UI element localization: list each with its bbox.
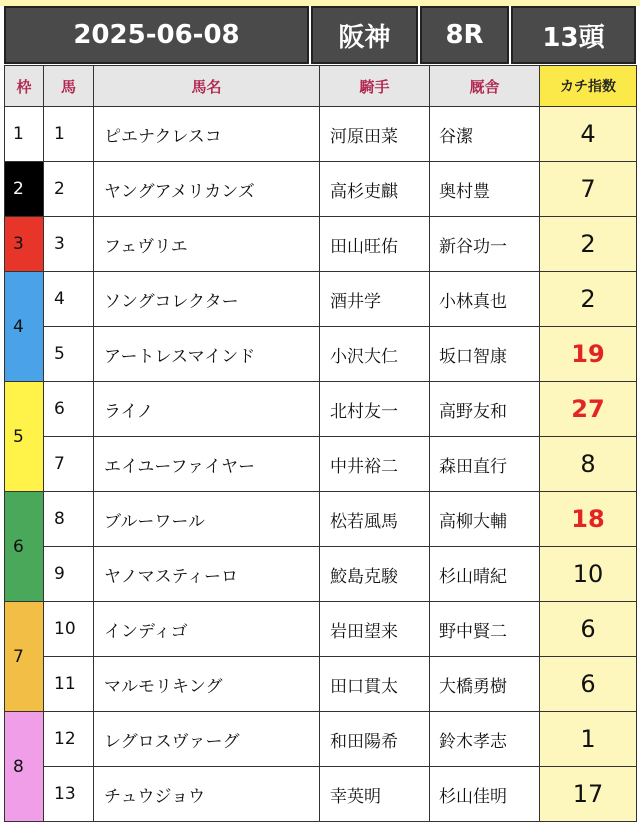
table-row[interactable]: [5, 492, 637, 547]
col-header-waku: 枠: [5, 66, 44, 107]
horse-number-cell: 12: [44, 712, 94, 767]
jockey-cell: 田山旺佑: [320, 217, 430, 272]
trainer-cell: 杉山佳明: [430, 767, 540, 822]
table-row[interactable]: [5, 437, 637, 492]
horse-name-cell: ライノ: [94, 382, 320, 437]
trainer-cell: 野中賢二: [430, 602, 540, 657]
trainer-cell: 小林真也: [430, 272, 540, 327]
trainer-cell: 森田直行: [430, 437, 540, 492]
horse-name-cell: フェヴリエ: [94, 217, 320, 272]
trainer-cell: 新谷功一: [430, 217, 540, 272]
waku-cell: 4: [5, 272, 44, 382]
runner-count: 13頭: [511, 6, 636, 64]
trainer-cell: 高柳大輔: [430, 492, 540, 547]
horse-number-cell: 1: [44, 107, 94, 162]
table-row[interactable]: [5, 657, 637, 712]
kachi-index-cell: 6: [540, 602, 637, 657]
horse-number-cell: 7: [44, 437, 94, 492]
table-row[interactable]: [5, 712, 637, 767]
horse-number-cell: 2: [44, 162, 94, 217]
waku-cell: 3: [5, 217, 44, 272]
col-header-kachi: カチ指数: [540, 66, 637, 107]
waku-cell: 2: [5, 162, 44, 217]
trainer-cell: 高野友和: [430, 382, 540, 437]
horse-number-cell: 4: [44, 272, 94, 327]
waku-cell: 7: [5, 602, 44, 712]
horse-name-cell: ブルーワール: [94, 492, 320, 547]
jockey-cell: 鮫島克駿: [320, 547, 430, 602]
horse-name-cell: ピエナクレスコ: [94, 107, 320, 162]
jockey-cell: 田口貫太: [320, 657, 430, 712]
table-row[interactable]: [5, 547, 637, 602]
table-row[interactable]: [5, 602, 637, 657]
jockey-cell: 和田陽希: [320, 712, 430, 767]
kachi-index-cell: 4: [540, 107, 637, 162]
horse-number-cell: 8: [44, 492, 94, 547]
trainer-cell: 谷潔: [430, 107, 540, 162]
table-row[interactable]: [5, 767, 637, 822]
kachi-index-cell: 18: [540, 492, 637, 547]
table-row[interactable]: [5, 272, 637, 327]
horse-number-cell: 10: [44, 602, 94, 657]
horse-name-cell: ヤノマスティーロ: [94, 547, 320, 602]
col-header-trainer: 厩舎: [430, 66, 540, 107]
table-row[interactable]: [5, 162, 637, 217]
trainer-cell: 大橋勇樹: [430, 657, 540, 712]
jockey-cell: 松若風馬: [320, 492, 430, 547]
horse-name-cell: ソングコレクター: [94, 272, 320, 327]
kachi-index-cell: 2: [540, 217, 637, 272]
horse-name-cell: アートレスマインド: [94, 327, 320, 382]
race-date: 2025-06-08: [4, 6, 309, 64]
jockey-cell: 中井裕二: [320, 437, 430, 492]
table-row[interactable]: [5, 382, 637, 437]
kachi-index-cell: 7: [540, 162, 637, 217]
waku-cell: 6: [5, 492, 44, 602]
trainer-cell: 鈴木孝志: [430, 712, 540, 767]
horse-name-cell: チュウジョウ: [94, 767, 320, 822]
kachi-index-cell: 19: [540, 327, 637, 382]
horse-number-cell: 6: [44, 382, 94, 437]
horse-number-cell: 3: [44, 217, 94, 272]
table-row[interactable]: [5, 327, 637, 382]
race-venue: 阪神: [311, 6, 418, 64]
race-number: 8R: [420, 6, 509, 64]
horse-number-cell: 11: [44, 657, 94, 712]
kachi-index-cell: 10: [540, 547, 637, 602]
table-body: [5, 107, 637, 822]
trainer-cell: 奥村豊: [430, 162, 540, 217]
jockey-cell: 高杉吏麒: [320, 162, 430, 217]
race-header: [4, 6, 636, 64]
horse-number-cell: 9: [44, 547, 94, 602]
waku-cell: 5: [5, 382, 44, 492]
horse-number-cell: 5: [44, 327, 94, 382]
entries-table: [4, 65, 637, 822]
trainer-cell: 坂口智康: [430, 327, 540, 382]
horse-name-cell: エイユーファイヤー: [94, 437, 320, 492]
horse-name-cell: ヤングアメリカンズ: [94, 162, 320, 217]
jockey-cell: 岩田望来: [320, 602, 430, 657]
horse-name-cell: マルモリキング: [94, 657, 320, 712]
waku-cell: 1: [5, 107, 44, 162]
table-row[interactable]: [5, 217, 637, 272]
jockey-cell: 酒井学: [320, 272, 430, 327]
table-row[interactable]: [5, 107, 637, 162]
waku-cell: 8: [5, 712, 44, 822]
kachi-index-cell: 2: [540, 272, 637, 327]
col-header-jockey: 騎手: [320, 66, 430, 107]
kachi-index-cell: 6: [540, 657, 637, 712]
jockey-cell: 小沢大仁: [320, 327, 430, 382]
horse-name-cell: レグロスヴァーグ: [94, 712, 320, 767]
table-header-row: [5, 66, 637, 107]
kachi-index-cell: 17: [540, 767, 637, 822]
kachi-index-cell: 1: [540, 712, 637, 767]
kachi-index-cell: 27: [540, 382, 637, 437]
trainer-cell: 杉山晴紀: [430, 547, 540, 602]
race-table: [4, 65, 637, 822]
jockey-cell: 北村友一: [320, 382, 430, 437]
jockey-cell: 幸英明: [320, 767, 430, 822]
jockey-cell: 河原田菜: [320, 107, 430, 162]
col-header-uma: 馬: [44, 66, 94, 107]
col-header-name: 馬名: [94, 66, 320, 107]
horse-name-cell: インディゴ: [94, 602, 320, 657]
horse-number-cell: 13: [44, 767, 94, 822]
kachi-index-cell: 8: [540, 437, 637, 492]
